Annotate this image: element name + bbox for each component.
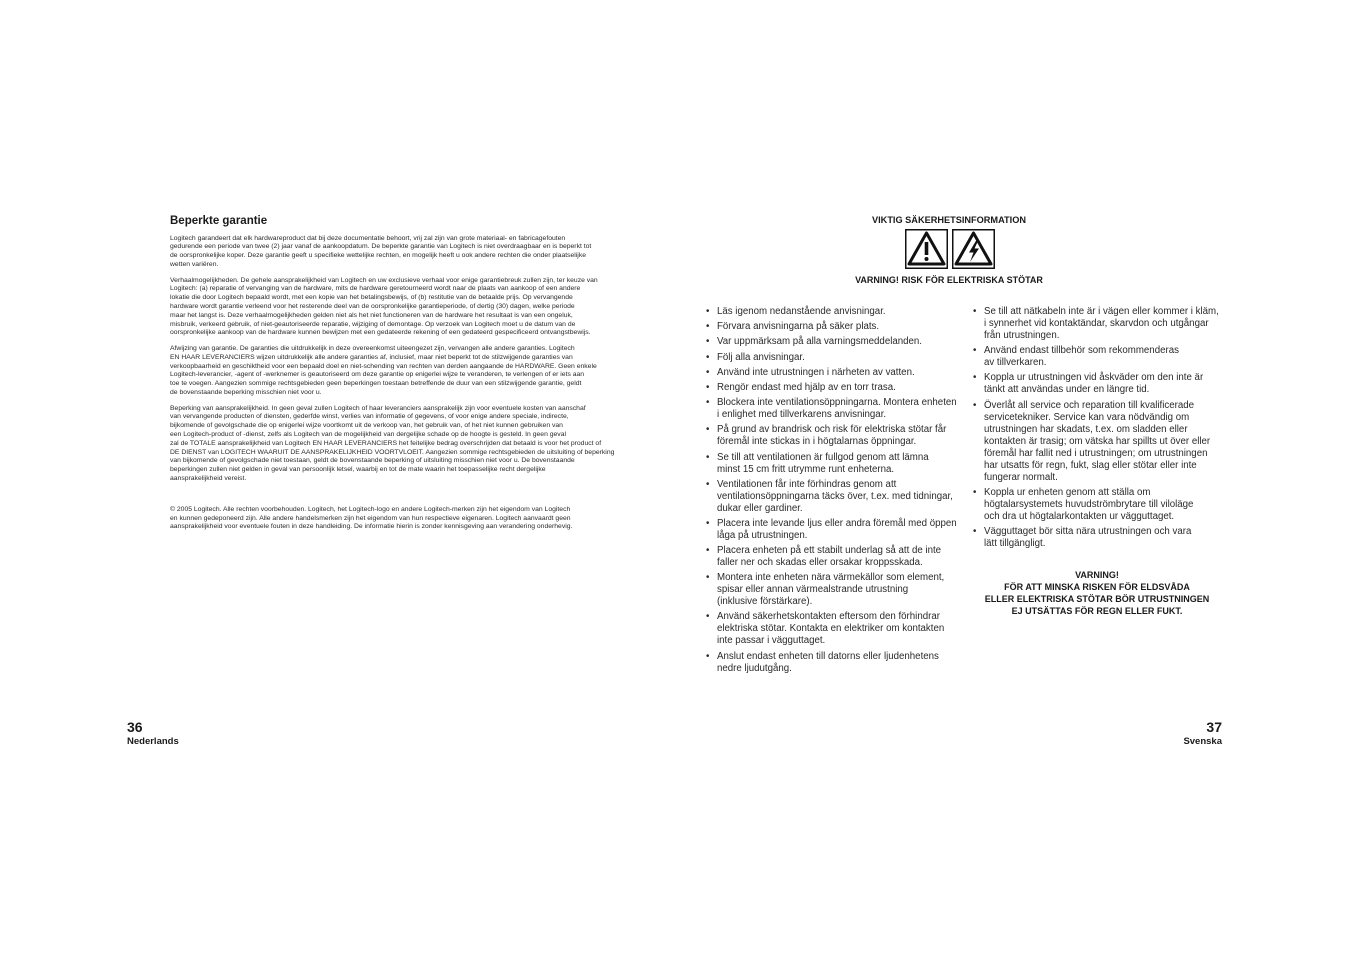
page-footer-left (127, 719, 179, 748)
page-footer-right (1183, 719, 1222, 748)
safety-list-right (973, 306, 1235, 553)
safety-item: • Använd endast tillbehör som rekommenderas av tillverkaren. (973, 345, 1235, 369)
disclaimer-paragraph: Afwijzing van garantie. De garanties die uitdrukkelijk in deze overeenkomst uiteengezet zijn, vervangen alle andere garanties. Logitech EN HAAR LEVERANCIERS wijzen uitdrukkelijk alle andere garanties af, inclusief, maar niet beperkt tot de stilzwijgende garanties van verkoopbaarheid en geschiktheid voor een bepaald doel en niet-schending van rechten van derden aangaande de HARDWARE. Geen enkele Logitech-leverancier, -agent of -werknemer is geautoriseerd om deze garantie op enigerlei wijze te veranderen, te verlengen of er iets aan toe te voegen. Aangezien sommige rechtsgebieden geen beperkingen toestaan betreffende de duur van een stilzwijgende garantie, geldt de bovenstaande beperking misschien niet voor u. (170, 344, 597, 396)
safety-item: • Anslut endast enheten till datorns eller ljudenhetens nedre ljudutgång. (706, 651, 968, 675)
safety-list-left (706, 306, 968, 678)
safety-item: • Koppla ur utrustningen vid åskväder om den inte är tänkt att användas under en längre tid. (973, 372, 1235, 396)
copyright-notice: © 2005 Logitech. Alle rechten voorbehouden. Logitech, het Logitech-logo en andere Logitech-merken zijn het eigendom van Logitech en kunnen gedeponeerd zijn. Alle andere handelsmerken zijn het eigendom van hun respectieve eigenaren. Logitech aanvaardt geen aansprakelijkheid voor eventuele fouten in deze handleiding. De informatie hierin is zonder kennisgeving aan verandering onderhevig. (170, 505, 573, 531)
safety-item: • Rengör endast med hjälp av en torr trasa. (706, 382, 968, 394)
warning-text: FÖR ATT MINSKA RISKEN FÖR ELDSVÅDA ELLER ELEKTRISKA STÖTAR BÖR UTRUSTNINGEN EJ UTSÄTTAS FÖR REGN ELLER FUKT. (984, 582, 1210, 616)
safety-item: • Överlåt all service och reparation till kvalificerade servicetekniker. Service kan vara nödvändig om utrustningen har skadats, t.ex. om sladden eller kontakten är trasig; om vätska har spillts ut över eller föremål har fallit ned i utrustningen; om utrustningen har utsatts för regn, fukt, slag eller stötar eller inte fungerar normalt. (973, 400, 1235, 484)
safety-item: • Vägguttaget bör sitta nära utrustningen och vara lätt tillgängligt. (973, 526, 1235, 550)
page-language: Svenska (1183, 736, 1222, 747)
shock-risk-subtitle: VARNING! RISK FÖR ELEKTRISKA STÖTAR (855, 275, 1043, 285)
page-number: 36 (127, 719, 143, 735)
safety-item: • Placera enheten på ett stabilt underlag så att de inte faller ner och skadas eller orsakar kroppsskada. (706, 545, 968, 569)
safety-item: • Se till att ventilationen är fullgod genom att lämna minst 15 cm fritt utrymme runt enheterna. (706, 452, 968, 476)
safety-item: • Förvara anvisningarna på säker plats. (706, 321, 968, 333)
safety-item: • Blockera inte ventilationsöppningarna. Montera enheten i enlighet med tillverkarens anvisningar. (706, 397, 968, 421)
safety-item: • Koppla ur enheten genom att ställa om högtalarsystemets huvudströmbrytare till viloläge och dra ut högtalarkontakten ur vägguttaget. (973, 487, 1235, 523)
liability-paragraph: Beperking van aansprakelijkheid. In geen geval zullen Logitech of haar leveranciers aansprakelijk zijn voor eventuele kosten van aanschaf van vervangende producten of diensten, gederfde winst, verlies van informatie of gegevens, of voor enige andere speciale, indirecte, bijkomende of gevolgschade die op enigerlei wijze voortkomt uit de verkoop van, het gebruik van, of het niet kunnen gebruiken van een Logitech-product of -dienst, zelfs als Logitech van de mogelijkheid van dergelijke schade op de hoogte is gesteld. In geen geval zal de TOTALE aansprakelijkheid van Logitech EN HAAR LEVERANCIERS het feitelijke bedrag overschrijden dat betaald is voor het product of DE DIENST van LOGITECH WAARUIT DE AANSPRAKELIJKHEID VOORTVLOEIT. Aangezien sommige rechtsgebieden de uitsluiting of beperking van bijkomende of gevolgschade niet toestaan, geldt de bovenstaande beperking of uitsluiting misschien niet voor u. De bovenstaande beperkingen zullen niet gelden in geval van persoonlijk letsel, waarbij en tot de mate waarin het toepasselijke recht dergelijke aansprakelijkheid vereist. (170, 404, 615, 482)
left-page-warranty (170, 214, 650, 539)
safety-item: • På grund av brandrisk och risk för elektriska stötar får föremål inte stickas in i högtalarnas öppningar. (706, 424, 968, 448)
warranty-title: Beperkte garantie (170, 215, 268, 227)
warning-heading: VARNING! (1075, 570, 1119, 580)
safety-item: • Ventilationen får inte förhindras genom att ventilationsöppningarna täcks över, t.ex. med tidningar, dukar eller gardiner. (706, 479, 968, 515)
safety-item: • Se till att nätkabeln inte är i vägen eller kommer i kläm, i synnerhet vid kontaktändar, skarvdon och utgångar från utrustningen. (973, 306, 1235, 342)
exclamation-warning-icon (905, 229, 948, 269)
safety-item: • Var uppmärksam på alla varningsmeddelanden. (706, 336, 968, 348)
fire-shock-warning (947, 569, 1247, 617)
safety-item: • Montera inte enheten nära värmekällor som element, spisar eller annan värmealstrande utrustning (inklusive förstärkare). (706, 572, 968, 608)
safety-item: • Använd inte utrustningen i närheten av vatten. (706, 367, 968, 379)
page-number: 37 (1206, 719, 1222, 735)
warranty-paragraph: Logitech garandeert dat elk hardwareproduct dat bij deze documentatie behoort, vrij zal zijn van grote materiaal- en fabricagefouten gedurende een periode van twee (2) jaar vanaf de aankoopdatum. De beperkte garantie van Logitech is niet overdraagbaar en is beperkt tot de oorspronkelijke koper. Deze garantie geeft u specifieke wettelijke rechten, en mogelijk heeft u ook andere rechten die onder plaatselijke wetten variëren. (170, 234, 592, 268)
safety-item: • Läs igenom nedanstående anvisningar. (706, 306, 968, 318)
safety-title: VIKTIG SÄKERHETSINFORMATION (872, 215, 1026, 225)
lightning-warning-icon (952, 229, 995, 269)
safety-item: • Använd säkerhetskontakten eftersom den förhindrar elektriska stötar. Kontakta en elektriker om kontakten inte passar i vägguttaget. (706, 611, 968, 647)
page-language: Nederlands (127, 736, 179, 747)
safety-item: • Placera inte levande ljus eller andra föremål med öppen låga på utrustningen. (706, 518, 968, 542)
safety-item: • Följ alla anvisningar. (706, 352, 968, 364)
remedies-paragraph: Verhaalmogelijkheden. De gehele aansprakelijkheid van Logitech en uw exclusieve verhaal voor enige garantiebreuk zullen zijn, ter keuze van Logitech: (a) reparatie of vervanging van de hardware, mits de hardware geretourneerd wordt naar de plaats van aankoop of een andere lokatie die door Logitech bepaald wordt, met een kopie van het betalingsbewijs, of (b) restitutie van de betaalde prijs. Op vervangende hardware wordt garantie verleend voor het resterende deel van de oorspronkelijke garantieperiode, of dertig (30) dagen, welke periode maar het langst is. Deze verhaalmogelijkheden gelden niet als het niet functioneren van de hardware het resultaat is van een ongeluk, misbruik, verkeerd gebruik, of niet-geautoriseerde reparatie, wijziging of demontage. Op verzoek van Logitech moet u de datum van de oorspronkelijke aankoop van de hardware kunnen bewijzen met een gedateerde rekening of een gedateerd gespecificeerd ontvangstbewijs. (170, 276, 598, 337)
